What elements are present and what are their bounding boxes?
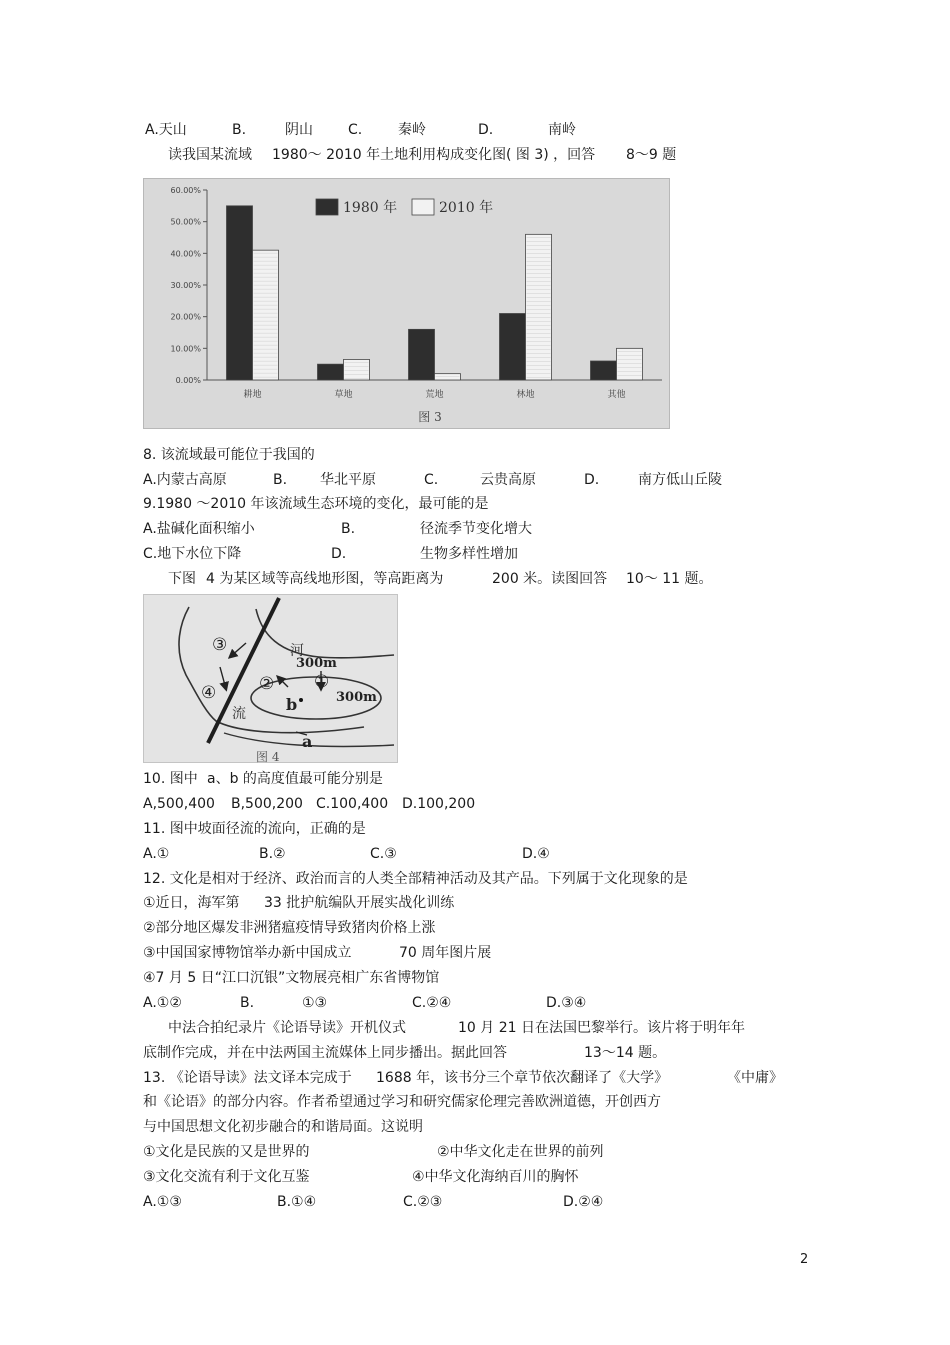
bar-1980-2 — [318, 364, 344, 380]
y-tick-label: 0.00% — [175, 376, 201, 385]
map-caption: 图 4 — [256, 750, 280, 764]
text-line-21-part-2: 1688 年，该书分三个章节依次翻译了《大学》 — [376, 1070, 669, 1086]
text-line-6-part-2: B. — [341, 521, 356, 537]
text-line-7-part-1: C.地下水位下降 — [143, 546, 242, 562]
x-tick-label: 其他 — [607, 390, 626, 400]
text-line-1-part-4: C. — [348, 122, 363, 138]
text-line-10-part-2: B,500,200 — [231, 796, 303, 812]
text-line-15-part-1: ②部分地区爆发非洲猪瘟疫情导致猪肉价格上涨 — [143, 920, 436, 936]
text-line-2-part-3: ( 图 3) ，回答 — [506, 147, 596, 163]
text-line-16-part-1: ③中国国家博物馆举办新中国成立 — [143, 945, 352, 961]
x-tick-label: 荒地 — [425, 390, 444, 400]
bar-2010-4 — [526, 234, 552, 380]
text-line-26-part-3: C.②③ — [403, 1194, 443, 1210]
y-tick-label: 60.00% — [170, 186, 201, 195]
text-line-8-part-3: 200 米。读图回答 — [492, 571, 608, 587]
bar-1980-5 — [591, 361, 617, 380]
text-line-19-part-2: 10 月 21 日在法国巴黎举行。该片将于明年年 — [458, 1020, 745, 1036]
text-line-21-part-1: 13. 《论语导读》法文译本完成于 — [143, 1070, 352, 1086]
text-line-21-part-3: 《中庸》 — [727, 1070, 783, 1086]
text-line-4-part-7: 南方低山丘陵 — [638, 472, 722, 488]
text-line-25-part-2: ④中华文化海纳百川的胸怀 — [412, 1169, 579, 1185]
text-line-22-part-1: 和《论语》的部分内容。作者希望通过学习和研究儒家伦理完善欧洲道德，开创西方 — [143, 1094, 661, 1110]
label-n1: ① — [314, 672, 330, 692]
text-line-4-part-2: B. — [273, 472, 288, 488]
text-line-6-part-1: A.盐碱化面积缩小 — [143, 521, 255, 537]
text-line-2-part-1: 读我国某流域 — [168, 147, 252, 163]
label-point-b: b — [286, 695, 298, 714]
legend-swatch-2 — [412, 199, 434, 215]
text-line-25-part-1: ③文化交流有利于文化互鉴 — [143, 1169, 310, 1185]
text-line-8-part-1: 下图 — [168, 571, 196, 587]
text-line-9-part-2: a、b 的高度值最可能分别是 — [207, 771, 383, 787]
y-tick-label: 20.00% — [170, 312, 201, 322]
bar-1980-4 — [500, 314, 526, 381]
y-tick-label: 10.00% — [170, 344, 201, 354]
text-line-3-part-1: 8. 该流域最可能位于我国的 — [143, 447, 315, 463]
text-line-4-part-4: C. — [424, 472, 439, 488]
bar-1980-1 — [227, 206, 253, 380]
legend-label-1: 1980 年 — [343, 200, 398, 216]
text-line-13-part-1: 12. 文化是相对于经济、政治而言的人类全部精神活动及其产品。下列属于文化现象的是 — [143, 871, 688, 887]
x-tick-label: 耕地 — [243, 390, 262, 400]
text-line-1-part-1: A.天山 — [145, 122, 187, 138]
y-tick-label: 50.00% — [170, 217, 201, 227]
text-line-12-part-2: B.② — [259, 846, 286, 862]
text-line-11-part-1: 11. 图中坡面径流的流向，正确的是 — [143, 821, 366, 837]
text-line-24-part-2: ②中华文化走在世界的前列 — [437, 1144, 604, 1160]
text-line-18-part-4: C.②④ — [412, 995, 452, 1011]
text-line-2-part-2: 1980～ 2010 年土地利用构成变化图 — [272, 147, 507, 163]
text-line-7-part-3: 生物多样性增加 — [420, 546, 518, 562]
text-line-14-part-2: 33 批护航编队开展实战化训练 — [264, 895, 455, 911]
label-river-bottom: 流 — [232, 706, 246, 722]
text-line-1-part-3: 阴山 — [285, 122, 313, 138]
text-line-4-part-5: 云贵高原 — [480, 472, 536, 488]
text-line-12-part-1: A.① — [143, 846, 170, 862]
text-line-18-part-3: ①③ — [302, 995, 328, 1011]
text-line-18-part-5: D.③④ — [546, 995, 587, 1011]
text-line-8-part-4: 10～ 11 题。 — [626, 571, 713, 587]
bar-1980-3 — [409, 329, 435, 380]
flow-arrow-3 — [230, 643, 246, 657]
text-line-23-part-1: 与中国思想文化初步融合的和谐局面。这说明 — [143, 1119, 423, 1135]
text-line-2-part-4: 8～9 题 — [626, 147, 677, 163]
x-tick-label: 草地 — [334, 390, 353, 400]
text-line-4-part-3: 华北平原 — [320, 472, 376, 488]
text-line-1-part-7: 南岭 — [548, 122, 576, 138]
contour-map-svg — [144, 595, 399, 764]
text-line-6-part-3: 径流季节变化增大 — [420, 521, 532, 537]
bar-2010-1 — [253, 250, 279, 380]
label-contour-upper: 300m — [296, 656, 337, 671]
text-line-10-part-3: C.100,400 — [316, 796, 389, 812]
text-line-1-part-2: B. — [232, 122, 247, 138]
text-line-4-part-6: D. — [584, 472, 600, 488]
page-number: 2 — [800, 1252, 809, 1267]
y-tick-label: 40.00% — [170, 249, 201, 259]
label-n3: ③ — [212, 635, 228, 655]
label-point-a: a — [302, 732, 313, 751]
text-line-10-part-4: D.100,200 — [402, 796, 476, 812]
text-line-9-part-1: 10. 图中 — [143, 771, 198, 787]
text-line-4-part-1: A.内蒙古高原 — [143, 472, 227, 488]
label-n2: ② — [259, 674, 275, 694]
text-line-14-part-1: ①近日，海军第 — [143, 895, 240, 911]
text-line-19-part-1: 中法合拍纪录片《论语导读》开机仪式 — [168, 1020, 406, 1036]
label-river-top: 河 — [290, 643, 304, 659]
text-line-20-part-2: 13～14 题。 — [584, 1045, 667, 1061]
chart-caption: 图 3 — [418, 410, 442, 424]
text-line-26-part-1: A.①③ — [143, 1194, 182, 1210]
text-line-8-part-2: 4 为某区域等高线地形图，等高距离为 — [206, 571, 444, 587]
text-line-18-part-2: B. — [240, 995, 255, 1011]
x-tick-label: 林地 — [516, 390, 535, 400]
point-b-dot — [299, 698, 303, 702]
legend-swatch-1 — [316, 199, 338, 215]
text-line-17-part-1: ④7 月 5 日“江口沉银”文物展亮相广东省博物馆 — [143, 970, 440, 986]
contour-map — [143, 594, 398, 763]
y-tick-label: 30.00% — [170, 281, 201, 290]
text-line-7-part-2: D. — [331, 546, 347, 562]
text-line-16-part-2: 70 周年图片展 — [399, 945, 492, 961]
legend-label-2: 2010 年 — [439, 200, 494, 216]
text-line-5-part-1: 9.1980 ～2010 年该流域生态环境的变化，最可能的是 — [143, 496, 489, 512]
text-line-26-part-2: B.①④ — [277, 1194, 317, 1210]
label-contour-lower: 300m — [336, 690, 377, 705]
text-line-20-part-1: 底制作完成，并在中法两国主流媒体上同步播出。据此回答 — [143, 1045, 507, 1061]
label-n4: ④ — [201, 683, 217, 703]
flow-arrow-4 — [220, 667, 226, 689]
text-line-10-part-1: A,500,400 — [143, 796, 215, 812]
chart-svg — [144, 179, 671, 430]
text-line-1-part-5: 秦岭 — [398, 122, 426, 138]
text-line-18-part-1: A.①② — [143, 995, 182, 1011]
text-line-12-part-4: D.④ — [522, 846, 550, 862]
text-line-12-part-3: C.③ — [370, 846, 397, 862]
text-line-1-part-6: D. — [478, 122, 494, 138]
text-line-24-part-1: ①文化是民族的又是世界的 — [143, 1144, 310, 1160]
contour-line-upper — [256, 609, 394, 658]
land-use-bar-chart — [143, 178, 670, 429]
text-line-26-part-4: D.②④ — [563, 1194, 604, 1210]
